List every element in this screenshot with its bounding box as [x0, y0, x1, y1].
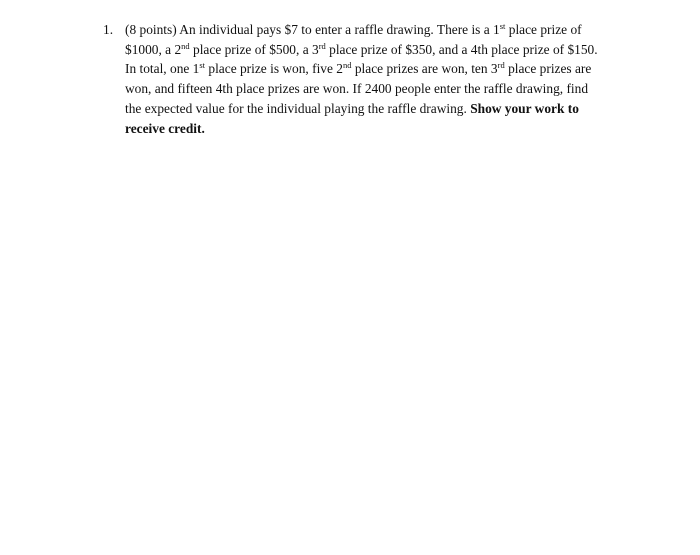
question-text-segment: place prize of: [505, 22, 582, 37]
question-text-line: [125, 20, 623, 40]
question-text-line: [125, 79, 623, 99]
question-text-segment: In total, one 1: [125, 61, 200, 77]
question-text-segment: place prizes are won, ten 3: [351, 61, 498, 77]
question-text: [125, 20, 623, 138]
ordinal-superscript: st: [499, 21, 506, 31]
question-text-segment: place prize of $350, and a 4th place prize of $150.: [325, 41, 598, 57]
question-text-segment: (8 points) An individual pays $7 to enter a raffle drawing. There is a 1: [125, 22, 500, 37]
ordinal-superscript: nd: [181, 40, 190, 51]
question-text-line: [125, 59, 623, 79]
question-number: 1.: [103, 22, 114, 37]
instruction-text: Show your work to: [470, 100, 579, 116]
question-text-segment: place prizes are: [504, 61, 592, 77]
ordinal-superscript: rd: [497, 60, 505, 71]
ordinal-superscript: st: [199, 60, 206, 71]
question-text-segment: won, and fifteen 4th place prizes are won. If 2400 people enter the raffle drawing, find: [125, 81, 589, 97]
question-text-line: [125, 99, 623, 119]
instruction-text: receive credit.: [125, 120, 205, 136]
question-text-line: [125, 119, 623, 139]
ordinal-superscript: nd: [343, 60, 352, 71]
question-text-segment: place prize is won, five 2: [205, 61, 343, 77]
question-text-line: [125, 40, 623, 60]
question-text-segment: place prize of $500, a 3: [189, 41, 319, 57]
question-text-segment: $1000, a 2: [125, 41, 182, 57]
ordinal-superscript: rd: [318, 40, 326, 51]
question-text-segment: the expected value for the individual playing the raffle drawing.: [125, 100, 471, 116]
question-1: [103, 20, 623, 138]
